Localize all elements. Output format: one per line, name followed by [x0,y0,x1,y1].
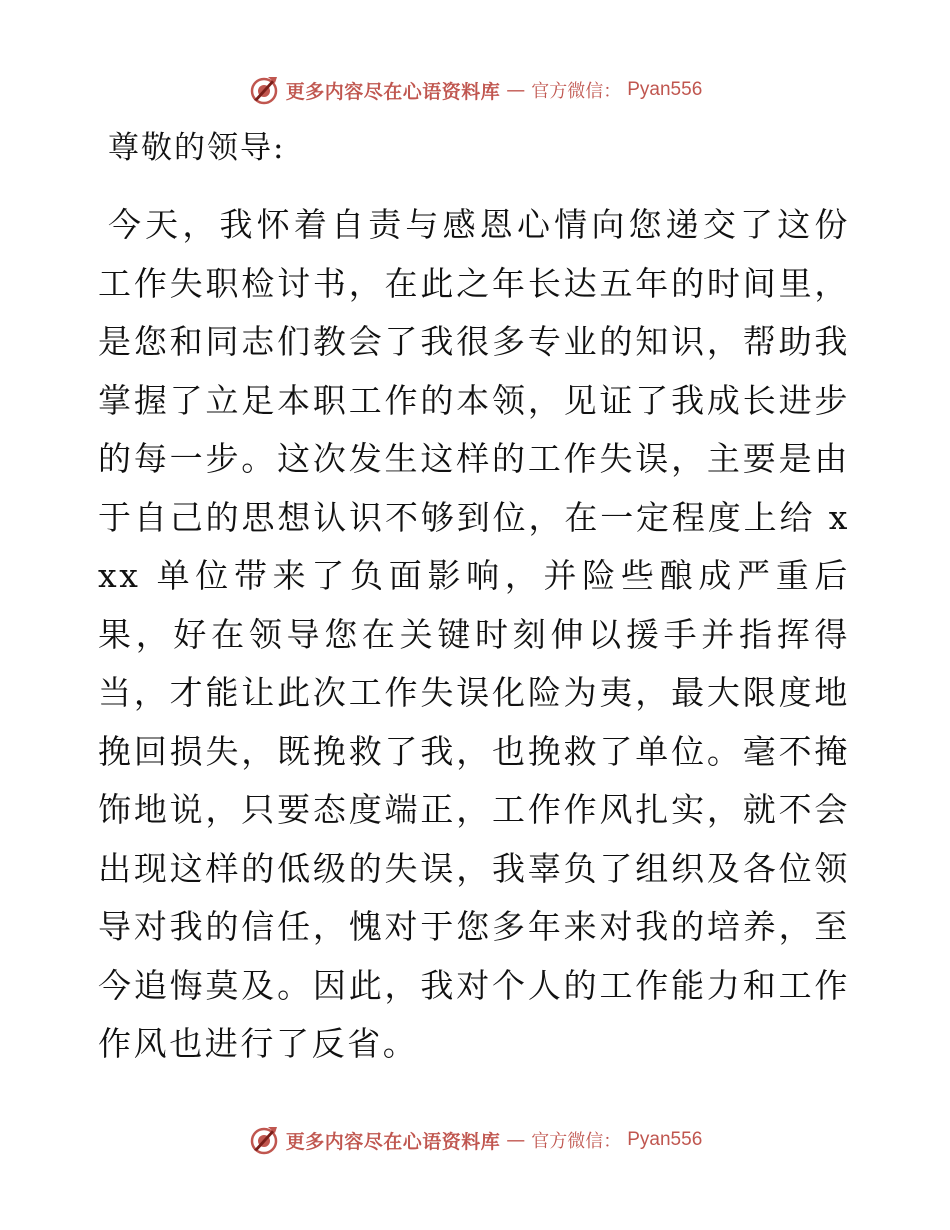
footer-brand-text: 更多内容尽在心语资料库 [285,1130,501,1153]
footer-separator: — [506,1129,526,1151]
header-banner [0,70,950,110]
footer-wechat-label: 官方微信： [531,1131,622,1152]
header-wechat-label: 官方微信： [531,81,622,102]
header-separator: — [506,79,526,101]
letter-body: 今天，我怀着自责与感恩心情向您递交了这份工作失职检讨书，在此之年长达五年的时间里，是您和同志们教会了我很多专业的知识，帮助我掌握了立足本职工作的本领，见证了我成长进步的每一步。这次发生这样的工作失误，主要是由于自己的思想认识不够到位，在一定程度上给 xxx 单位带来了负面影响，并险些酿成严重后果，好在领导您在关键时刻伸以援手并指挥得当，才能让此次工作失误化险为夷，最大限度地挽回损失，既挽救了我，也挽救了单位。毫不掩饰地说，只要态度端正，工作作风扎实，就不会出现这样的低级的失误，我辜负了组织及各位领导对我的信任，愧对于您多年来对我的培养，至今追悔莫及。因此，我对个人的工作能力和工作作风也进行了反省。 [98,205,850,1063]
header-wechat-id: Pyan556 [627,79,703,100]
quill-pen-logo-icon [248,74,280,106]
quill-pen-logo-icon [248,1124,280,1156]
header-brand-text: 更多内容尽在心语资料库 [285,80,501,103]
letter-salutation: 尊敬的领导: [108,130,286,166]
footer-banner [0,1120,950,1160]
footer-wechat-id: Pyan556 [627,1129,703,1150]
